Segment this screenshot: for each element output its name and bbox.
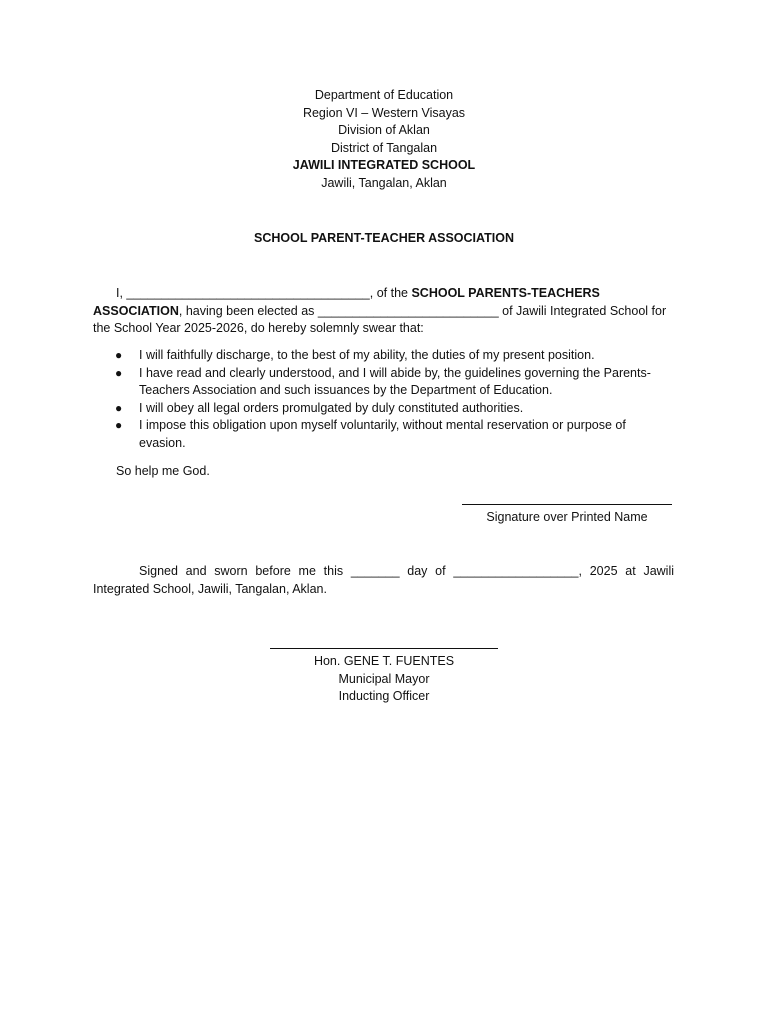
oath-list bbox=[93, 347, 674, 453]
signature-line bbox=[462, 490, 672, 505]
sworn-text-1: Signed and sworn before me this bbox=[139, 564, 351, 578]
list-item-text: I will obey all legal orders promulgated by duly constituted authorities. bbox=[139, 400, 524, 415]
signature-block bbox=[462, 490, 672, 527]
school-name: JAWILI INTEGRATED SCHOOL bbox=[292, 158, 476, 173]
list-item-text: I impose this obligation upon myself voluntarily, without mental reservation or purpose of evasion. bbox=[139, 418, 626, 450]
oath-paragraph bbox=[93, 285, 674, 338]
oath-of-text: , of the bbox=[369, 286, 412, 300]
list-item bbox=[93, 400, 674, 418]
sworn-statement bbox=[93, 563, 674, 598]
signature-label: Signature over Printed Name bbox=[486, 510, 648, 524]
day-blank: _______ bbox=[350, 564, 400, 578]
list-item bbox=[93, 347, 674, 365]
association-name: SCHOOL PARENTS-TEACHERS ASSOCIATION bbox=[93, 286, 600, 318]
inducting-officer-block bbox=[270, 634, 498, 706]
oath-prefix: I, bbox=[116, 286, 127, 300]
position-blank: __________________________ bbox=[317, 303, 499, 318]
officer-name: Hon. GENE T. FUENTES bbox=[313, 654, 455, 668]
month-blank: __________________ bbox=[453, 564, 579, 578]
school-address: Jawili, Tangalan, Aklan bbox=[321, 175, 447, 190]
officer-signature-line bbox=[270, 634, 498, 649]
sworn-text-3: , 2025 at Jawili Integrated School, Jawili, Tangalan, Aklan. bbox=[93, 564, 675, 596]
bullet-icon: ● bbox=[115, 348, 123, 362]
division-name: Division of Aklan bbox=[338, 123, 430, 138]
list-item-text: I will faithfully discharge, to the best of my ability, the duties of my present position. bbox=[139, 348, 595, 362]
list-item-text: I have read and clearly understood, and I will abide by, the guidelines governing the Parents-Teachers Association and such issuances by the Department of Education. bbox=[139, 365, 651, 398]
list-item bbox=[93, 365, 674, 400]
oath-rest: of Jawili Integrated School for the School Year 2025-2026, do hereby solemnly swear that: bbox=[93, 303, 667, 336]
district-name: District of Tangalan bbox=[330, 140, 438, 155]
officer-position: Municipal Mayor bbox=[338, 671, 430, 686]
officer-role: Inducting Officer bbox=[338, 689, 430, 704]
bullet-icon: ● bbox=[115, 400, 123, 415]
sworn-text-2: day of bbox=[399, 564, 454, 578]
oath-elected-text: having been elected as bbox=[182, 303, 318, 318]
list-item bbox=[93, 417, 674, 452]
bullet-icon: ● bbox=[115, 365, 123, 380]
bullet-icon: ● bbox=[115, 418, 123, 433]
oath-comma: , bbox=[178, 303, 183, 318]
department-name: Department of Education bbox=[314, 88, 454, 102]
name-blank: ___________________________________ bbox=[126, 286, 370, 300]
document-title: SCHOOL PARENT-TEACHER ASSOCIATION bbox=[254, 231, 514, 245]
letterhead bbox=[0, 87, 768, 193]
region-name: Region VI – Western Visayas bbox=[302, 105, 466, 120]
closing-line: So help me God. bbox=[116, 464, 210, 478]
